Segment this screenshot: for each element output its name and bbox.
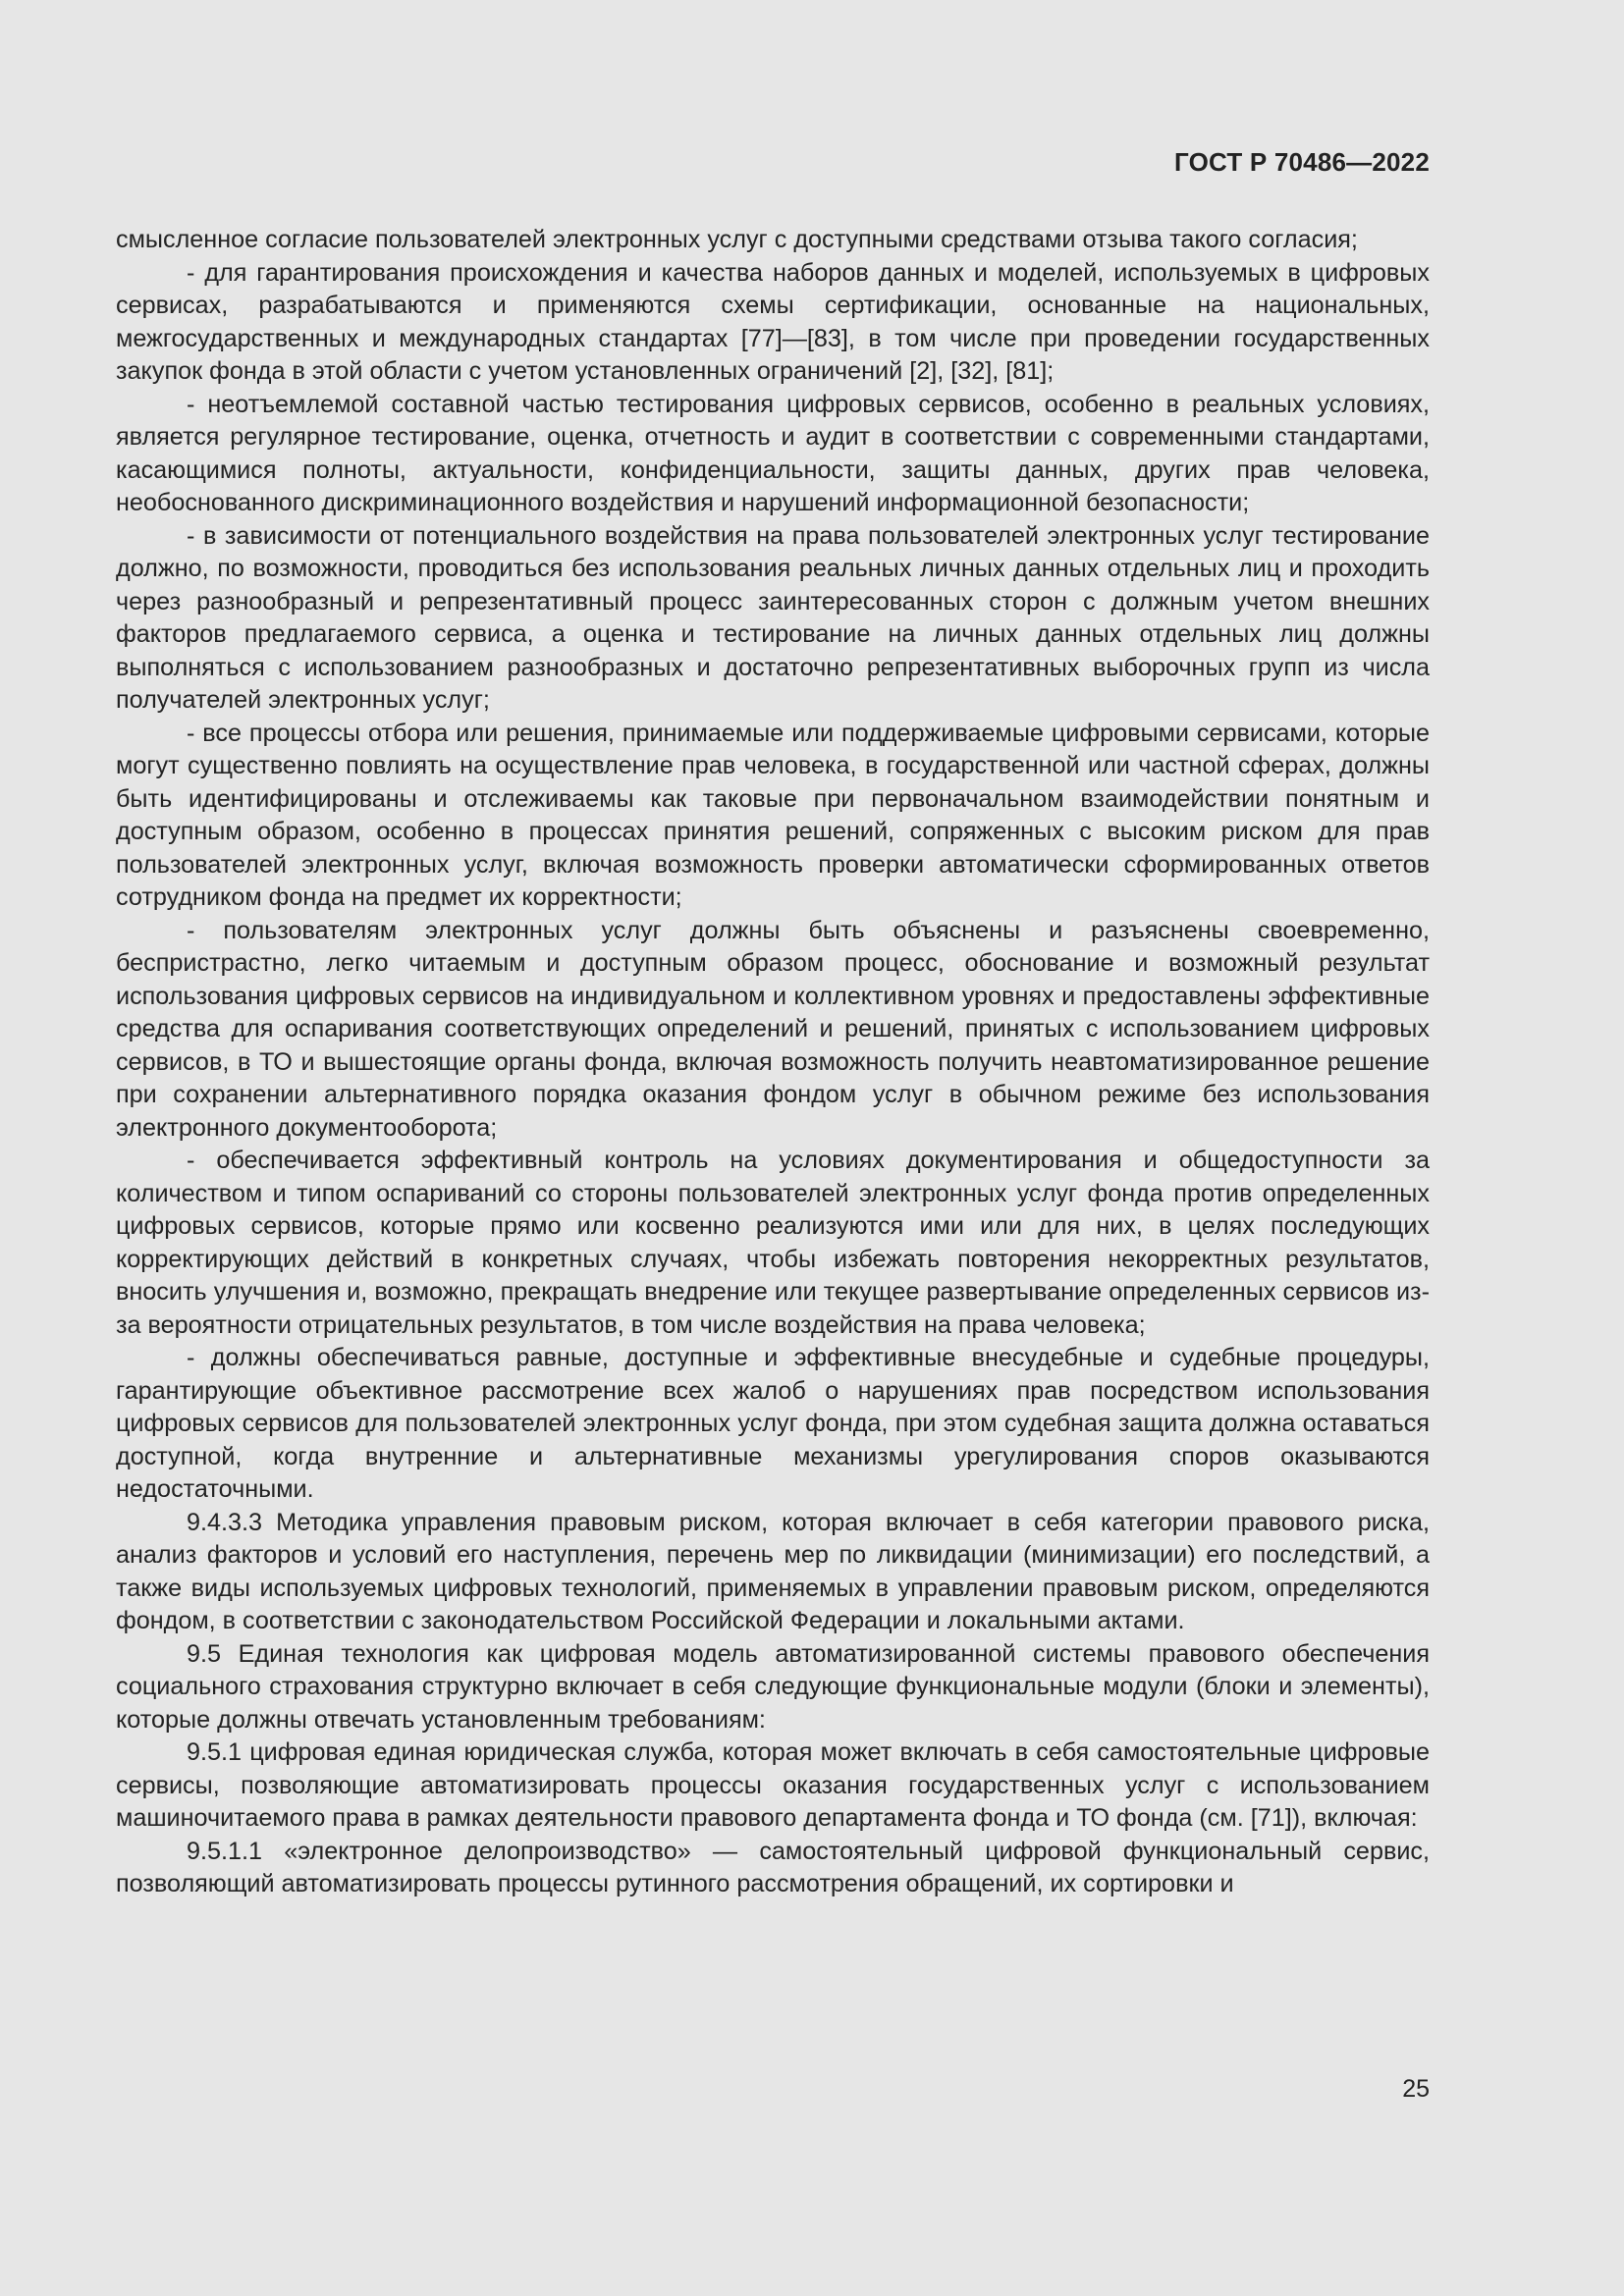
document-code-header: ГОСТ Р 70486—2022 [1174,147,1430,177]
clause-9-4-3-3: 9.4.3.3 Методика управления правовым риском, которая включает в себя категории правового риска, анализ факторов и условий его наступления, перечень мер по ликвидации (минимизации) его последствий, а также виды используемых цифровых технологий, применяемых в управлении правовым риском, определяются фондом, в соответствии с законодательством Российской Федерации и локальными актами. [116,1508,1430,1634]
list-item-certification: - для гарантирования происхождения и качества наборов данных и моделей, используемых в цифровых сервисах, разрабатываются и применяются схемы сертификации, основанные на национальных, межгосударственных и международных стандартах [77]—[83], в том числе при проведении государственных закупок фонда в этой области с учетом установленных ограничений [2], [32], [81]; [116,258,1430,385]
clause-9-5-1: 9.5.1 цифровая единая юридическая служба, которая может включать в себя самостоятельные цифровые сервисы, позволяющие автоматизировать процессы оказания государственных услуг с использованием машиночитаемого права в рамках деятельности правового департамента фонда и ТО фонда (см. [71]), включая: [116,1738,1430,1832]
list-item-control: - обеспечивается эффективный контроль на условиях документирования и общедоступности за количеством и типом оспариваний со стороны пользователей электронных услуг фонда против определенных цифровых сервисов, которые прямо или косвенно реализуются ими или для них, в целях последующих корректирующих действий в конкретных случаях, чтобы избежать повторения некорректных результатов, вносить улучшения и, возможно, прекращать внедрение или текущее развертывание определенных сервисов из-за вероятности отрицательных результатов, в том числе воздействия на права человека; [116,1147,1430,1339]
list-item-decision-processes: - все процессы отбора или решения, принимаемые или поддерживаемые цифровыми сервисами, которые могут существенно повлиять на осуществление прав человека, в государственной или частной сферах, должны быть идентифицированы и отслеживаемы как таковые при первоначальном взаимодействии понятным и доступным образом, особенно в процессах принятия решений, сопряженных с высоким риском для прав пользователей электронных услуг, включая возможность проверки автоматически сформированных ответов сотрудником фонда на предмет их корректности; [116,719,1430,911]
list-item-explanation: - пользователям электронных услуг должны быть объяснены и разъяснены своевременно, беспристрастно, легко читаемым и доступным образом процесс, обоснование и возможный результат использования цифровых сервисов на индивидуальном и коллективном уровнях и предоставлены эффективные средства для оспаривания соответствующих определений и решений, принятых с использованием цифровых сервисов, в ТО и вышестоящие органы фонда, включая возможность получить неавтоматизированное решение при сохранении альтернативного порядка оказания фондом услуг в обычном режиме без использования электронного документооборота; [116,916,1430,1142]
clause-9-5-1-1: 9.5.1.1 «электронное делопроизводство» — самостоятельный цифровой функциональный сервис, позволяющий автоматизировать процессы рутинного рассмотрения обращений, их сортировки и [116,1837,1430,1897]
page-number: 25 [1402,2075,1430,2103]
document-body [116,224,1430,1901]
list-item-test-data: - в зависимости от потенциального воздействия на права пользователей электронных услуг тестирование должно, по возможности, проводиться без использования реальных личных данных отдельных лиц и проходить через разнообразный и репрезентативный процесс заинтересованных сторон с должным учетом внешних факторов предлагаемого сервиса, а оценка и тестирование на личных данных отдельных лиц должны выполняться с использованием разнообразных и достаточно репрезентативных выборочных групп из числа получателей электронных услуг; [116,521,1430,714]
list-item-procedures: - должны обеспечиваться равные, доступные и эффективные внесудебные и судебные процедуры, гарантирующие объективное рассмотрение всех жалоб о нарушениях прав посредством использования цифровых сервисов для пользователей электронных услуг фонда, при этом судебная защита должна оставаться доступной, когда внутренние и альтернативные механизмы урегулирования споров оказываются недостаточными. [116,1344,1430,1503]
clause-9-5: 9.5 Единая технология как цифровая модель автоматизированной системы правового обеспечения социального страхования структурно включает в себя следующие функциональные модули (блоки и элементы), которые должны отвечать установленным требованиям: [116,1639,1430,1734]
list-item-testing: - неотъемлемой составной частью тестирования цифровых сервисов, особенно в реальных условиях, является регулярное тестирование, оценка, отчетность и аудит в соответствии с современными стандартами, касающимися полноты, актуальности, конфиденциальности, защиты данных, других прав человека, необоснованного дискриминационного воздействия и нарушений информационной безопасности; [116,390,1430,516]
paragraph-continuation: смысленное согласие пользователей электронных услуг с доступными средствами отзыва такого согласия; [116,226,1358,253]
